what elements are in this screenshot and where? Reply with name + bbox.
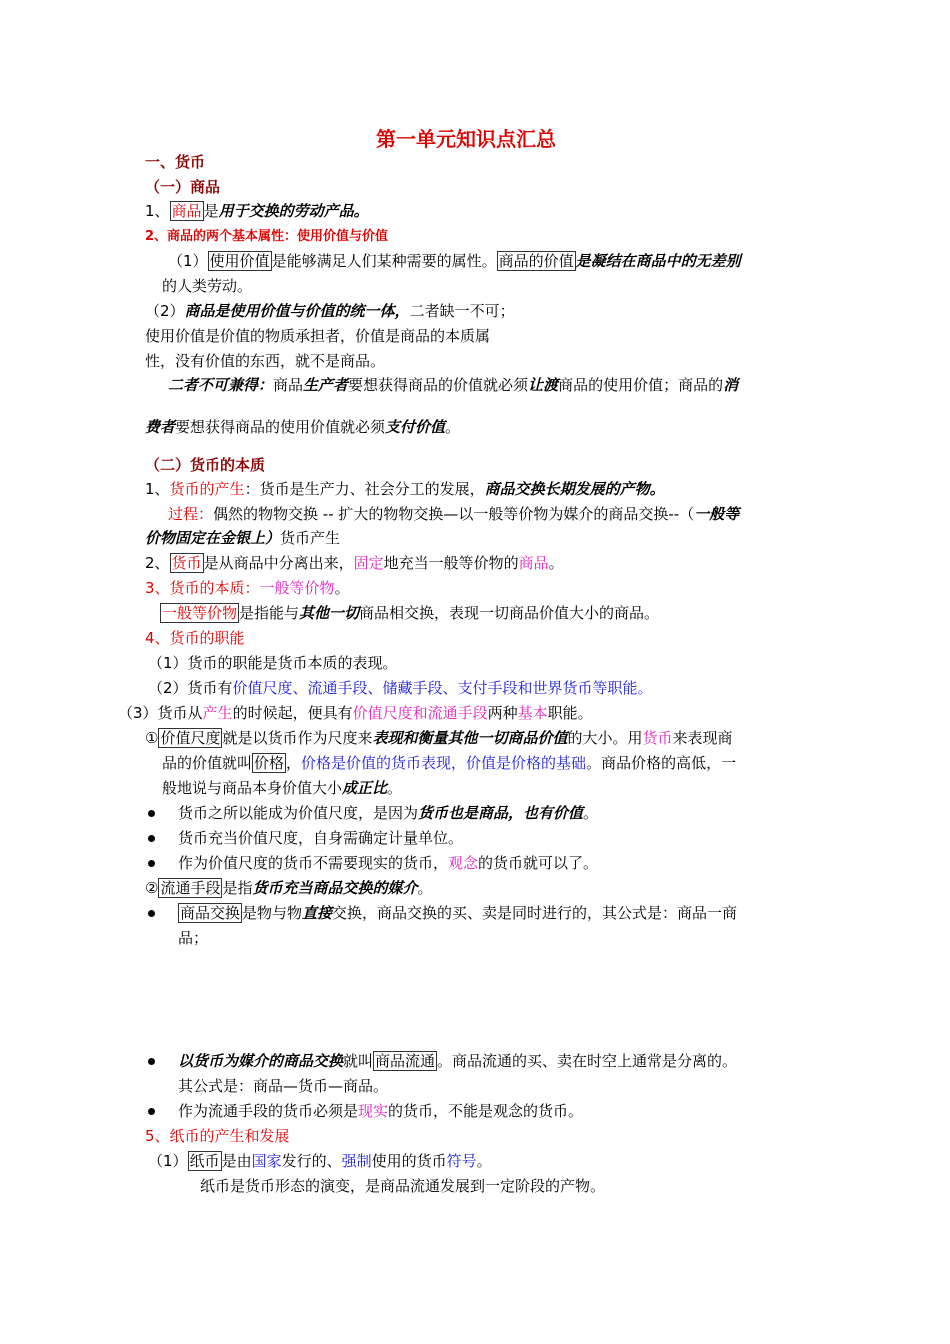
line-unity: （2）商品是使用价值与价值的统一体，二者缺一不可； — [145, 302, 515, 320]
line-value-carrier: 使用价值是价值的物质承担者，价值是商品的本质属 — [145, 327, 491, 345]
bullet-icon — [148, 860, 155, 867]
line-consumer: 费者要想获得商品的使用价值就必须支付价值。 — [145, 418, 461, 436]
line-origin-of-money: 1、货币的产生：货币是生产力、社会分工的发展，商品交换长期发展的产物。 — [145, 480, 665, 498]
section-heading-currency: 一、货币 — [145, 153, 206, 171]
line-use-value: （1） 使用价值 是能够满足人们某种需要的属性。 商品的价值 是凝结在商品中的无差别 — [168, 252, 741, 270]
line-functions-1: （1）货币的职能是货币本质的表现。 — [148, 654, 398, 672]
bullet-item-commodity-circulation: 以货币为媒介的商品交换就叫 商品流通 。商品流通的买、卖在时空上通常是分离的。 — [178, 1052, 738, 1070]
line-functions-3: （3）货币从产生的时候起，便具有价值尺度和流通手段两种基本职能。 — [118, 704, 593, 722]
bullet-item-unit: 货币充当价值尺度，自身需确定计量单位。 — [178, 829, 464, 847]
line-general-equivalent: 一般等价物 是指能与其他一切商品相交换，表现一切商品价值大小的商品。 — [162, 604, 660, 622]
subsection-heading-essence: （二）货币的本质 — [145, 456, 266, 474]
subsection-heading-commodity: （一）商品 — [145, 178, 221, 196]
bullet-icon — [148, 810, 155, 817]
bullet-icon — [148, 835, 155, 842]
bullet-item-commodity-circulation-cont: 其公式是：商品—货币—商品。 — [178, 1077, 389, 1095]
line-money-definition: 2、 货币 是从商品中分离出来，固定地充当一般等价物的商品。 — [145, 554, 564, 572]
bullet-icon — [148, 910, 155, 917]
line-use-value-cont: 的人类劳动。 — [162, 277, 253, 295]
line-paper-money-evolution: 纸币是货币形态的演变，是商品流通发展到一定阶段的产物。 — [200, 1177, 606, 1195]
heading-money-functions: 4、货币的职能 — [145, 629, 245, 647]
line-paper-money-definition: （1） 纸币 是由国家发行的、强制使用的货币符号。 — [148, 1152, 492, 1170]
line-functions-2: （2）货币有价值尺度、流通手段、储藏手段、支付手段和世界货币等职能。 — [148, 679, 653, 697]
bullet-item-ideal-money: 作为价值尺度的货币不需要现实的货币，观念的货币就可以了。 — [178, 854, 599, 872]
line-measure-of-value-2: 品的价值就叫 价格 ，价格是价值的货币表现，价值是价格的基础。商品价格的高低，一 — [162, 754, 737, 772]
bullet-icon — [148, 1108, 155, 1115]
line-two-attributes: 2、商品的两个基本属性：使用价值与价值 — [145, 229, 389, 244]
line-measure-of-value: ① 价值尺度 就是以货币作为尺度来表现和衡量其他一切商品价值的大小。用货币来表现商 — [145, 729, 733, 747]
line-process-cont: 价物固定在金银上）货币产生 — [145, 529, 341, 547]
line-value-carrier-cont: 性，没有价值的东西，就不是商品。 — [145, 352, 386, 370]
bullet-icon — [148, 1058, 155, 1065]
bullet-item-barter: 商品交换 是物与物直接交换，商品交换的买、卖是同时进行的，其公式是：商品一商 — [180, 904, 738, 922]
line-cannot-have-both: 二者不可兼得：商品生产者要想获得商品的价值就必须让渡商品的使用价值；商品的消 — [168, 376, 739, 394]
bullet-item-real-money: 作为流通手段的货币必须是现实的货币，不能是观念的货币。 — [178, 1102, 584, 1120]
bullet-item-measure-reason: 货币之所以能成为价值尺度，是因为货币也是商品，也有价值。 — [178, 804, 599, 822]
line-commodity-definition: 1、 商品 是用于交换的劳动产品。 — [145, 202, 369, 220]
page-title: 第一单元知识点汇总 — [376, 127, 556, 151]
line-process: 过程：偶然的物物交换 -- 扩大的物物交换—以一般等价物为媒介的商品交换--（一般等 — [168, 505, 740, 523]
heading-paper-money: 5、纸币的产生和发展 — [145, 1127, 290, 1145]
line-money-essence: 3、货币的本质：一般等价物。 — [145, 579, 350, 597]
line-measure-of-value-3: 般地说与商品本身价值大小成正比。 — [162, 779, 403, 797]
line-means-of-circulation: ② 流通手段 是指货币充当商品交换的媒介。 — [145, 879, 433, 897]
bullet-item-barter-cont: 品； — [178, 929, 209, 947]
